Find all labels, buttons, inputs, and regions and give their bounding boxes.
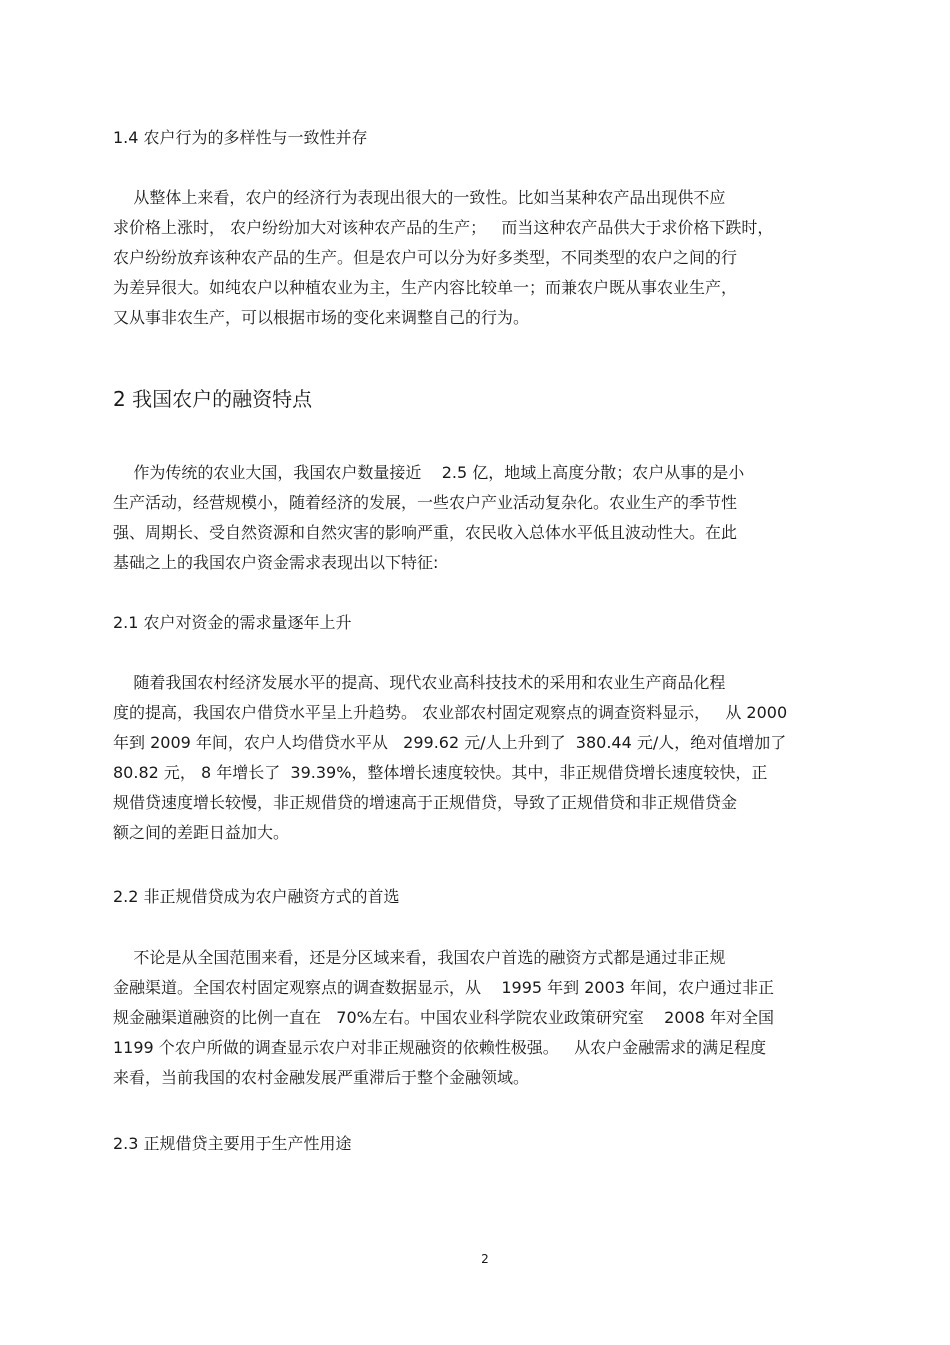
paragraph-1-4 (113, 183, 773, 333)
paragraph-line: 作为传统的农业大国，我国农户数量接近 2.5 亿，地域上高度分散；农户从事的是小 (113, 463, 745, 482)
paragraph-line: 为差异很大。如纯农户以种植农业为主，生产内容比较单一；而兼农户既从事农业生产， (113, 278, 738, 297)
paragraph-2-1 (113, 668, 787, 848)
paragraph-line: 强、周期长、受自然资源和自然灾害的影响严重，农民收入总体水平低且波动性大。在此 (113, 523, 738, 542)
paragraph-line: 规借贷速度增长较慢，非正规借贷的增速高于正规借贷，导致了正规借贷和非正规借贷金 (113, 793, 738, 812)
paragraph-line: 求价格上涨时， 农户纷纷加大对该种农产品的生产； 而当这种农产品供大于求价格下跌时， (113, 218, 774, 237)
section-heading-2: 2 我国农户的融资特点 (113, 387, 313, 411)
paragraph-line: 金融渠道。全国农村固定观察点的调查数据显示，从 1995 年到 2003 年间，农户通过非正 (113, 978, 775, 997)
paragraph-2 (113, 458, 744, 578)
paragraph-line: 农户纷纷放弃该种农产品的生产。但是农户可以分为好多类型，不同类型的农户之间的行 (113, 248, 738, 267)
paragraph-line: 来看，当前我国的农村金融发展严重滞后于整个金融领域。 (113, 1068, 530, 1087)
paragraph-line: 不论是从全国范围来看，还是分区域来看，我国农户首选的融资方式都是通过非正规 (113, 948, 726, 967)
paragraph-line: 年到 2009 年间，农户人均借贷水平从 299.62 元/人上升到了 380.44 元/人，绝对值增加了 (113, 733, 787, 752)
paragraph-line: 又从事非农生产，可以根据市场的变化来调整自己的行为。 (113, 308, 530, 327)
paragraph-line: 80.82 元， 8 年增长了 39.39%，整体增长速度较快。其中，非正规借贷增长速度较快，正 (113, 763, 768, 782)
section-heading-2-1: 2.1 农户对资金的需求量逐年上升 (113, 613, 352, 632)
paragraph-line: 生产活动，经营规模小，随着经济的发展，一些农户产业活动复杂化。农业生产的季节性 (113, 493, 738, 512)
page-number: 2 (481, 1252, 489, 1266)
section-heading-2-2: 2.2 非正规借贷成为农户融资方式的首选 (113, 887, 400, 906)
paragraph-line: 规金融渠道融资的比例一直在 70%左右。中国农业科学院农业政策研究室 2008 年对全国 (113, 1008, 774, 1027)
paragraph-line: 1199 个农户所做的调查显示农户对非正规融资的依赖性极强。 从农户金融需求的满足程度 (113, 1038, 767, 1057)
paragraph-2-2 (113, 943, 774, 1093)
paragraph-line: 从整体上来看，农户的经济行为表现出很大的一致性。比如当某种农产品出现供不应 (113, 188, 726, 207)
section-heading-2-3: 2.3 正规借贷主要用于生产性用途 (113, 1134, 352, 1153)
paragraph-line: 额之间的差距日益加大。 (113, 823, 290, 842)
paragraph-line: 基础之上的我国农户资金需求表现出以下特征: (113, 553, 439, 572)
paragraph-line: 随着我国农村经济发展水平的提高、现代农业高科技技术的采用和农业生产商品化程 (113, 673, 726, 692)
section-heading-1-4: 1.4 农户行为的多样性与一致性并存 (113, 128, 368, 147)
paragraph-line: 度的提高，我国农户借贷水平呈上升趋势。 农业部农村固定观察点的调查资料显示， 从 2000 (113, 703, 788, 722)
